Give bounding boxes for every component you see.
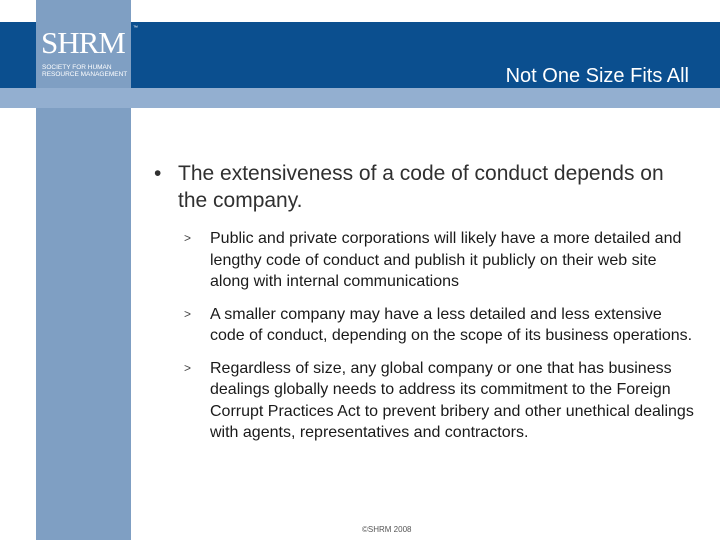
sub-bullet-marker: >: [184, 360, 192, 375]
shrm-logo: [36, 22, 138, 88]
copyright-footer: ©SHRM 2008: [362, 525, 412, 534]
bullet-dot: •: [154, 162, 162, 185]
sub-bullet: [150, 304, 695, 347]
logo-letters: SHRM: [41, 25, 125, 60]
sub-bullet-text: A smaller company may have a less detailed and less extensive code of conduct, depending on the scope of its business operations.: [210, 305, 693, 344]
sub-bullet-text: Regardless of size, any global company or one that has business dealings globally needs to address its commitment to the Foreign Corrupt Practices Act to prevent bribery and other unethical dealings with agents, representatives and contractors.: [210, 359, 694, 441]
logo-trademark: ™: [133, 25, 138, 31]
sub-bullet-marker: >: [184, 231, 192, 245]
main-bullet: [150, 160, 695, 214]
sub-bullet-marker: >: [184, 306, 192, 321]
header-sub-band: [0, 88, 720, 108]
slide-title: Not One Size Fits All: [505, 65, 689, 87]
sub-bullet: [150, 228, 695, 293]
logo-subtitle: SOCIETY FOR HUMAN RESOURCE MANAGEMENT: [42, 64, 128, 78]
sub-bullet-list: [150, 228, 695, 444]
sub-bullet-text: Public and private corporations will likely have a more detailed and lengthy code of conduct and publish it publicly on their web site along with internal communications: [210, 230, 682, 290]
sub-bullet: [150, 358, 695, 444]
main-bullet-text: The extensiveness of a code of conduct depends on the company.: [178, 162, 664, 212]
slide-content: [150, 160, 695, 455]
